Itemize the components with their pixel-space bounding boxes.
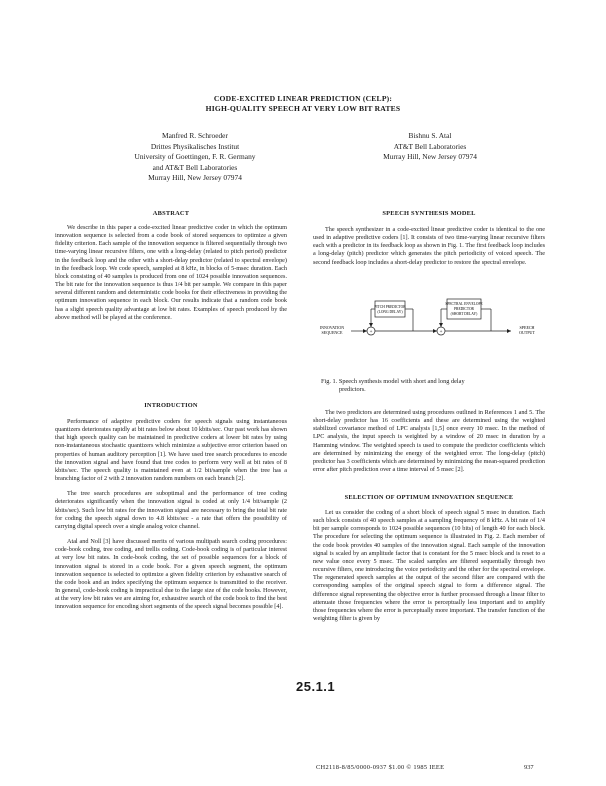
author-block-1 bbox=[95, 131, 295, 184]
introduction-heading: INTRODUCTION bbox=[144, 402, 198, 409]
fig-sum2-sign: + bbox=[439, 330, 443, 335]
abstract-heading: ABSTRACT bbox=[152, 210, 190, 217]
author-name: Bishnu S. Atal bbox=[408, 131, 452, 140]
fig-box1-line2: (LONG DELAY) bbox=[377, 310, 403, 314]
pitch-predictor-box bbox=[375, 301, 405, 317]
abstract-body bbox=[55, 224, 287, 322]
fig-box1-line1: PITCH PREDICTOR bbox=[374, 305, 406, 309]
fig-input-label: INNOVATION bbox=[319, 325, 345, 330]
selection-paragraph: Let us consider the coding of a short block of speech signal 5 msec in duration. Each such block consists of 40 speech samples at a sampling frequency of 8 kHz. A bit rate of 1/4 bit per sample corresponds to 1024 possible sequences (10 bits) of length 40 for each block. The procedure for selecting the optimum sequence is illustrated in Fig. 2. Each member of the code book provides 40 samples of the innovation signal. Each sample of the innovation signal is scaled by an amplitude factor that is constant for the 5 msec block and is reset to a new value once every 5 msec. The scaled samples are filtered sequentially through two recursive filters, one introducing the voice periodicity and the other for the spectral envelope. The regenerated speech samples at the output of the second filter are compared with the corresponding samples of the original speech signal to form a difference signal. The difference signal representing the objective error is further processed through a linear filter to attenuate those frequencies where the error is perceptually less important and to amplify those frequencies where the error is perceptually more important. The transfer function of the weighting filter is given by bbox=[313, 509, 545, 623]
paper-title bbox=[100, 94, 506, 114]
author-affiliation: AT&T Bell Laboratories bbox=[393, 141, 467, 151]
arrow-head bbox=[369, 323, 373, 327]
synthesis-paragraph: The speech synthesizer in a code-excited linear predictive coder is identical to the one used in adaptive predictive coders [1]. It consists of two time-varying linear recursive filters each with a predictor in its feedback loop as shown in Fig. 1. The first feedback loop includes a long-delay (pitch) predictor which generates the pitch periodicity of voiced speech. The second feedback loop includes a short-delay predictor to restore the spectral envelope. bbox=[313, 226, 545, 266]
fig-box2-line3: (SHORT DELAY) bbox=[450, 312, 478, 316]
author-affiliation: Murray Hill, New Jersey 07974 bbox=[148, 173, 242, 182]
predictors-body bbox=[313, 409, 545, 474]
predictors-paragraph: The two predictors are determined using procedures outlined in References 1 and 5. The short-delay predictor has 16 coefficients and these are determined using the weighted stabilized covariance method of LPC analysis [1,5] once every 10 msec. In the method of LPC analysis, the input speech is weighted by a window of 20 msec in duration by a Hamming window. The weighted speech is used to compute the predictor coefficients which are determined by minimizing the energy of the weighted error. The long-delay (pitch) predictor has 3 coefficients which are determined by minimizing the mean-squared prediction error after pitch prediction over a time interval of 5 msec [2]. bbox=[313, 409, 546, 474]
author-block-2 bbox=[330, 131, 530, 163]
figure-1-block-diagram bbox=[313, 291, 545, 361]
intro-paragraph: The tree search procedures are suboptimal and the performance of tree coding deteriorates significantly when the innovation signal is coded at only 1/4 bit/sample (2 kbits/sec). Such low bit rates for the innovation signal are necessary to bring the total bit rate for coding the speech signal down to 4.8 kbits/sec - a rate that offers the possibility of carrying digital speech over a single analog voice channel. bbox=[55, 490, 287, 530]
abstract-text: We describe in this paper a code-excited linear predictive coder in which the optimum innovation sequence is selected from a code book of stored sequences to optimize a given fidelity criterion. Each sample of the innovation sequence is filtered sequentially through two time-varying linear recursive filters, one with a long-delay (related to pitch period) predictor in the feedback loop and the other with a short-delay predictor (related to spectral envelope) in the feedback loop. We code speech, sampled at 8 kHz, in blocks of 5-msec duration. Each block consisting of 40 samples is produced from one of 1024 possible innovation sequences. The bit rate for the innovation sequence is thus 1/4 bit per sample. We compare in this paper several different random and deterministic code books for their effectiveness in providing the optimum innovation sequence in each block. Our results indicate that a random code book has a slight speech quality advantage at low bit rates. Examples of speech produced by the above method will be played at the conference. bbox=[55, 224, 287, 321]
author-affiliation: University of Goettingen, F. R. Germany bbox=[134, 152, 256, 161]
caption-line-1: Fig. 1. Speech synthesis model with short and long delay bbox=[321, 378, 465, 385]
introduction-body bbox=[55, 418, 287, 611]
synthesis-model-heading: SPEECH SYNTHESIS MODEL bbox=[382, 210, 476, 217]
author-affiliation: Murray Hill, New Jersey 07974 bbox=[383, 152, 477, 161]
title-line-2: HIGH-QUALITY SPEECH AT VERY LOW BIT RATES bbox=[205, 104, 401, 113]
arrow-head bbox=[439, 323, 443, 327]
intro-paragraph: Performance of adaptive predictive coders for speech signals using instantaneous quantizers deteriorates rapidly at bit rates below about 10 kbits/sec. Our past work has shown that high speech quality can be maintained in predictive coders at lower bit rates by using non-instantaneous stochastic quantizers which minimize a subjective error criterion based on properties of human auditory perception [1]. We have used tree search procedures to encode the innovation signal and have found that tree codes to perform very well at bit rates of 8 kbits/sec. The speech quality is maintained even at 1/2 bit/sample when the tree has a branching factor of 2 with 2 innovation random numbers on each branch [2]. bbox=[55, 418, 287, 483]
fig-sum1-sign: + bbox=[369, 330, 373, 335]
copyright-footer: CH2118-8/85/0000-0937 $1.00 © 1985 IEEE bbox=[316, 764, 445, 771]
intro-paragraph: Atal and Noll [3] have discussed merits of various multipath search coding procedures: code-book coding, tree coding, and trellis coding. Code-book coding is of particular interest at very low bit rates. In code-book coding, the set of possible sequences for a block of innovation signal is stored in a code book. For a given speech segment, the optimum innovation sequence is selected to optimize a given fidelity criterion by exhaustive search of the code book and an index specifying the optimum sequence is transmitted to the receiver. In general, code-book coding is impractical due to the large size of the code books. However, at the very low bit rates we are aiming for, exhaustive search of the code book to find the best innovation sequence for encoding short segments of the speech signal becomes possible [4]. bbox=[55, 538, 287, 611]
selection-body bbox=[313, 509, 545, 623]
page-code: 25.1.1 bbox=[296, 679, 336, 694]
page-number: 937 bbox=[524, 764, 534, 771]
arrow-head bbox=[507, 329, 511, 333]
arrow-head bbox=[363, 329, 367, 333]
arrow-head bbox=[433, 329, 437, 333]
caption-line-2: predictors. bbox=[339, 386, 366, 394]
author-name: Manfred R. Schroeder bbox=[162, 131, 228, 140]
figure-1-caption bbox=[321, 378, 543, 394]
selection-heading: SELECTION OF OPTIMUM INNOVATION SEQUENCE bbox=[344, 494, 514, 501]
title-line-1: CODE-EXCITED LINEAR PREDICTION (CELP): bbox=[213, 94, 393, 103]
fig-box2-line2: PREDICTOR bbox=[454, 307, 474, 311]
author-affiliation: and AT&T Bell Laboratories bbox=[152, 162, 238, 172]
fig-output-label: SPEECH bbox=[519, 325, 535, 330]
synthesis-model-body bbox=[313, 226, 545, 267]
author-affiliation: Drittes Physikalisches Institut bbox=[150, 141, 240, 151]
fig-box2-line1: SPECTRAL ENVELOPE bbox=[445, 302, 483, 306]
fig-input-label-2: SEQUENCE bbox=[321, 330, 343, 335]
fig-output-label-2: OUTPUT bbox=[519, 330, 535, 335]
